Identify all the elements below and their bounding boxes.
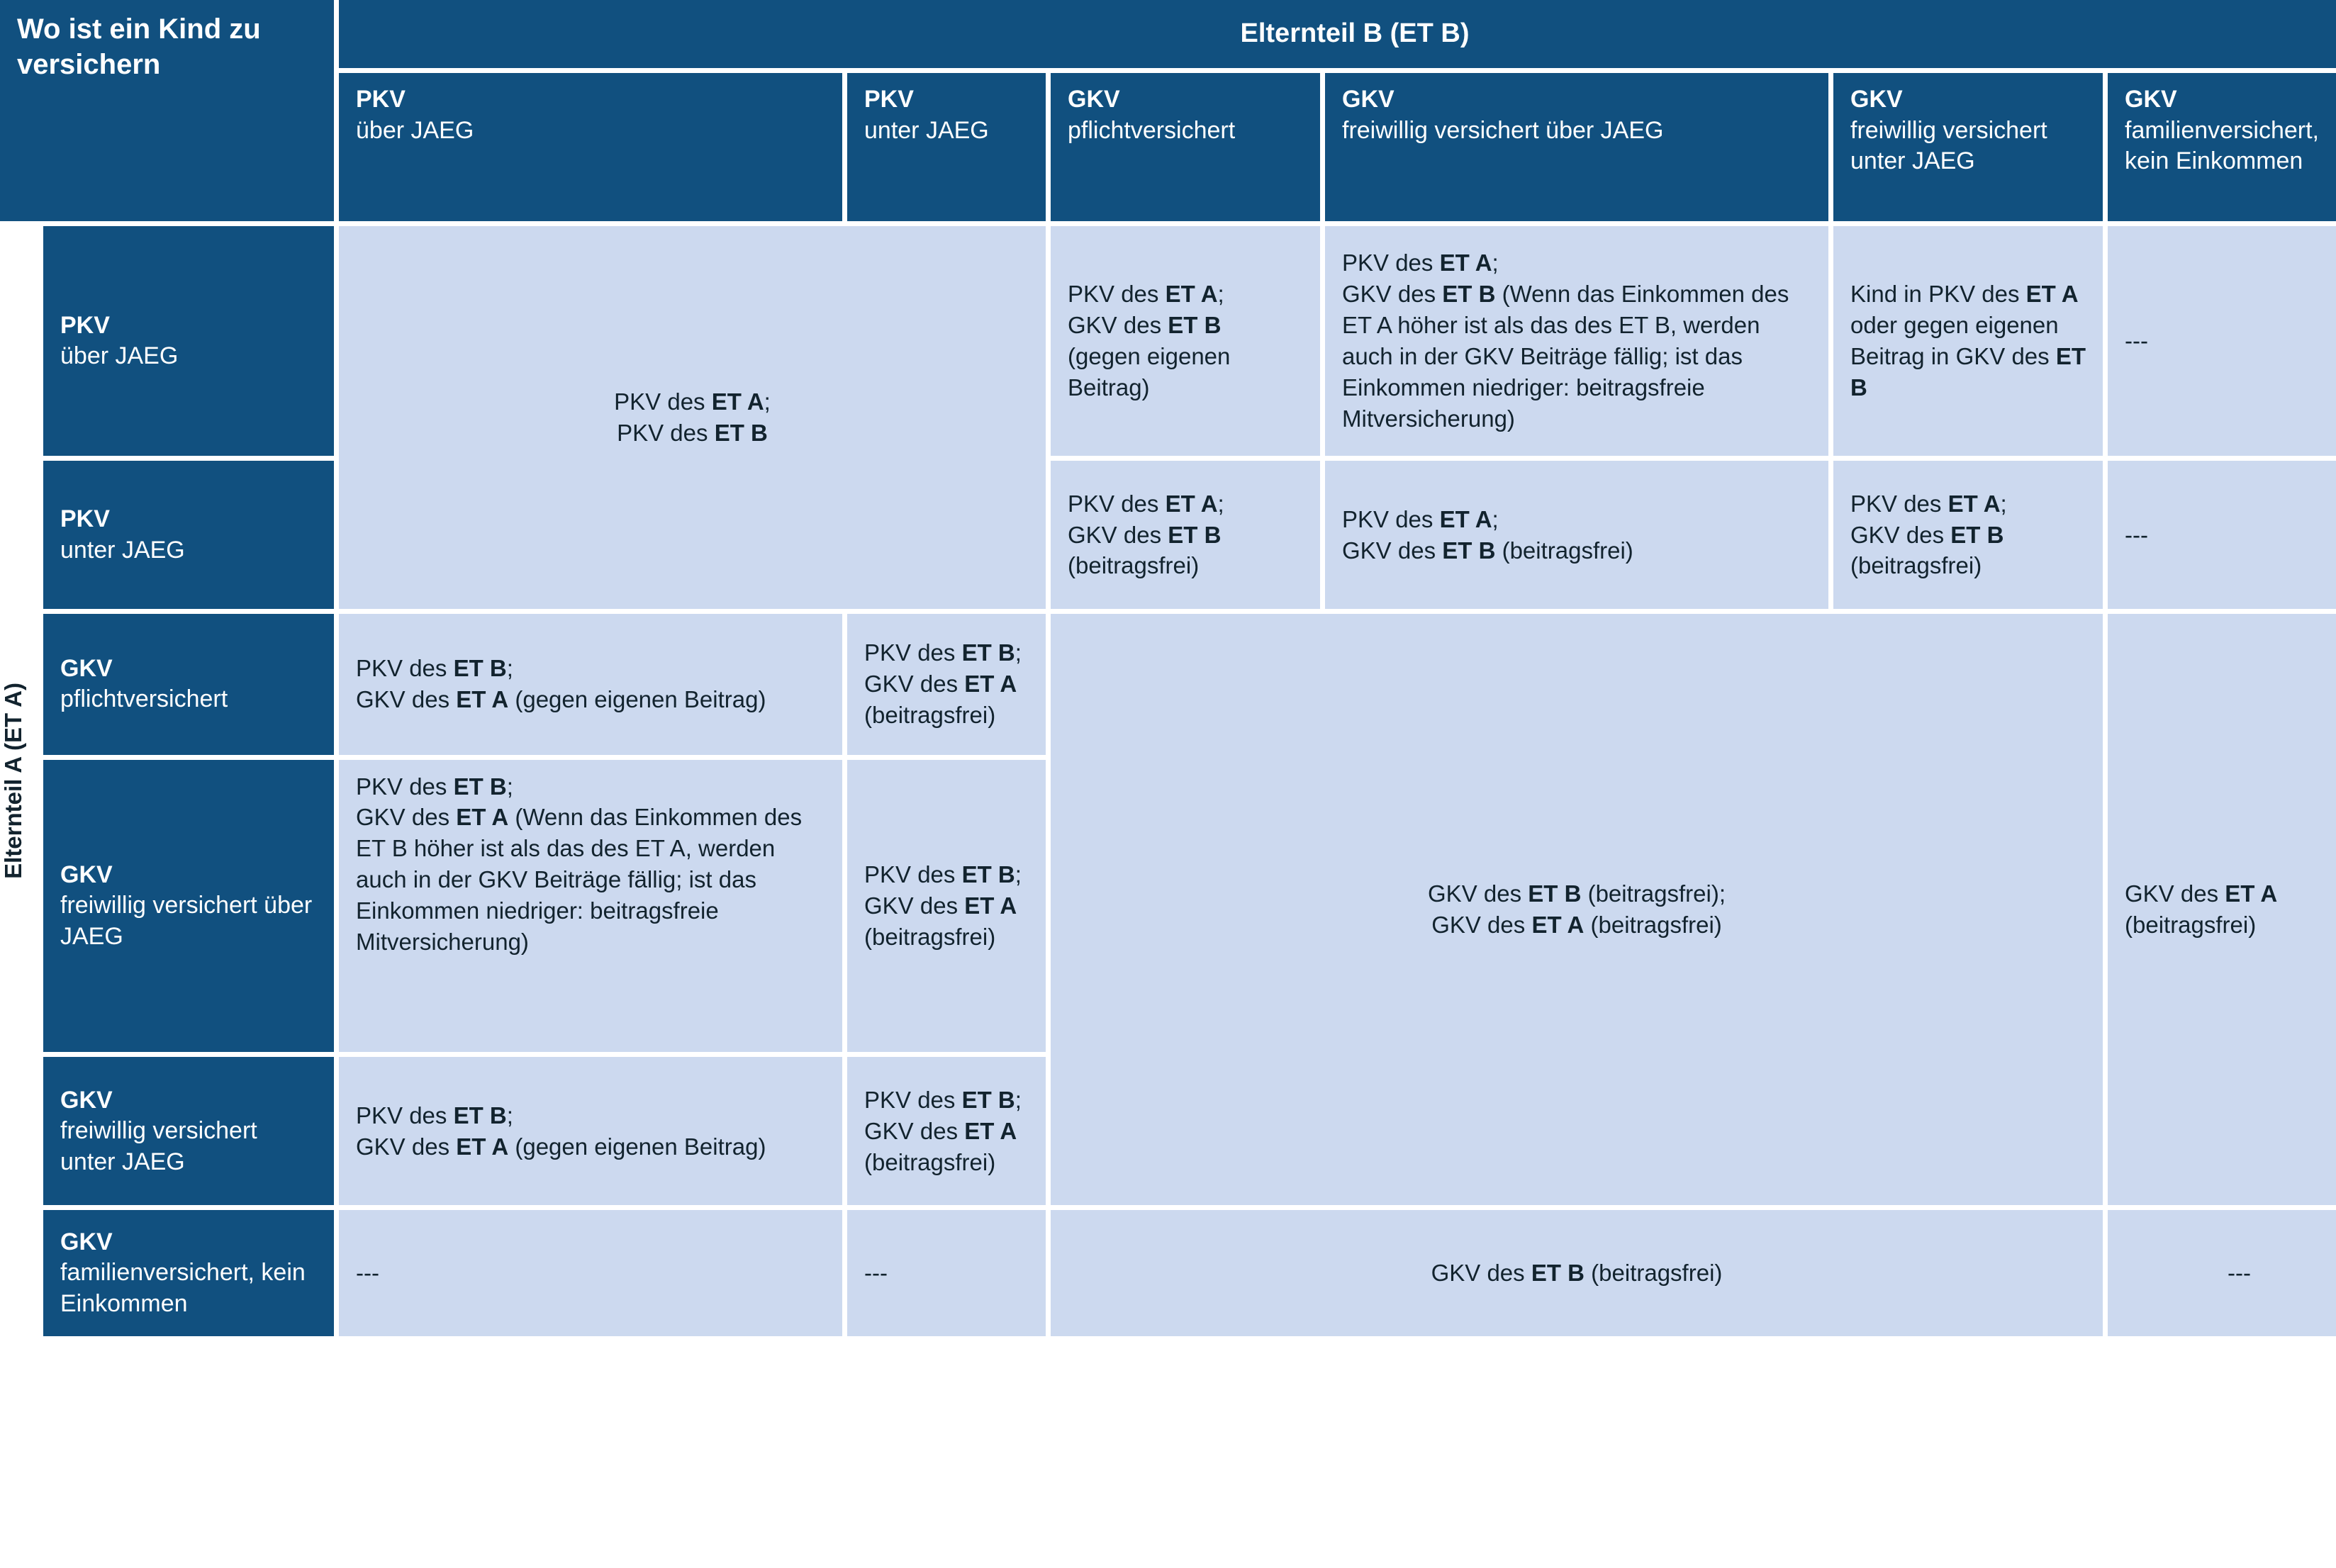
- cell-r1c5: [1833, 226, 2103, 456]
- column-header-gkv-freiwillig-ueber-jaeg: [1325, 73, 1828, 221]
- column-header-type: PKV: [864, 86, 914, 113]
- column-group-header: [339, 0, 2336, 68]
- cell-r6c345: [1051, 1210, 2103, 1336]
- cell-text: ---: [2125, 521, 2148, 548]
- row-header-sub: pflichtversichert: [60, 685, 228, 713]
- column-group-label: Elternteil B (ET B): [1240, 18, 1470, 49]
- row-header-sub: freiwillig versichert über JAEG: [60, 892, 313, 950]
- cell-text: GKV des ET B (beitragsfrei); GKV des ET A (beitragsfrei): [1428, 880, 1726, 939]
- cell-pkv-pkv: [339, 226, 1046, 609]
- cell-text: PKV des ET B; GKV des ET A (gegen eigenen Beitrag): [356, 655, 766, 713]
- column-header-pkv-unter-jaeg: [847, 73, 1046, 221]
- cell-r2c6: [2108, 461, 2336, 609]
- cell-text: PKV des ET A; GKV des ET B (gegen eigenen Beitrag): [1068, 281, 1231, 401]
- cell-r2c3: [1051, 461, 1320, 609]
- cell-r5c2: [847, 1057, 1046, 1205]
- column-header-gkv-familienversichert: [2108, 73, 2336, 221]
- column-header-gkv-pflichtversichert: [1051, 73, 1320, 221]
- row-header-gkv-pflichtversichert: [43, 614, 334, 755]
- corner-title-cell: [0, 0, 334, 221]
- corner-title: Wo ist ein Kind zu versichern: [17, 13, 261, 80]
- column-header-sub: familienversichert, kein Einkommen: [2125, 116, 2319, 175]
- column-header-sub: freiwillig versichert unter JAEG: [1850, 116, 2047, 175]
- cell-r6c6: [2108, 1210, 2336, 1336]
- column-header-type: PKV: [356, 86, 406, 113]
- row-group-header: [0, 226, 38, 1336]
- cell-text: ---: [864, 1260, 888, 1287]
- column-header-type: GKV: [1068, 86, 1120, 113]
- cell-r3c2: [847, 614, 1046, 755]
- cell-text: PKV des ET A; GKV des ET B (beitragsfrei): [1342, 505, 1633, 564]
- column-header-sub: freiwillig versichert über JAEG: [1342, 116, 1664, 144]
- cell-text: ---: [2125, 327, 2148, 354]
- column-header-pkv-ueber-jaeg: [339, 73, 842, 221]
- cell-r4c2: [847, 760, 1046, 1053]
- row-header-type: GKV: [60, 861, 113, 888]
- column-header-type: GKV: [2125, 86, 2177, 113]
- row-header-type: PKV: [60, 311, 110, 339]
- column-header-sub: pflichtversichert: [1068, 116, 1236, 144]
- cell-text: PKV des ET A; GKV des ET B (Wenn das Einkommen des ET A höher ist als das des ET B, werden auch in der GKV Beiträge fällig; ist das Einkommen niedriger: beitragsfreie Mitversicherung): [1342, 250, 1789, 432]
- row-header-sub: über JAEG: [60, 342, 179, 370]
- cell-gkv-block: [1051, 614, 2103, 1205]
- row-header-pkv-unter-jaeg: [43, 461, 334, 609]
- row-header-sub: freiwillig versichert unter JAEG: [60, 1117, 257, 1175]
- cell-r2c5: [1833, 461, 2103, 609]
- row-header-gkv-familienversichert: [43, 1210, 334, 1336]
- cell-r2c4: [1325, 461, 1828, 609]
- cell-r1c6: [2108, 226, 2336, 456]
- column-header-type: GKV: [1342, 86, 1395, 113]
- row-header-sub: unter JAEG: [60, 536, 185, 564]
- row-header-type: GKV: [60, 654, 113, 682]
- row-group-label: Elternteil A (ET A): [0, 683, 26, 880]
- cell-r4c1: [339, 760, 842, 1053]
- cell-text: PKV des ET A; GKV des ET B (beitragsfrei): [1850, 490, 2007, 579]
- cell-text: PKV des ET A; PKV des ET B: [614, 388, 771, 447]
- column-header-sub: unter JAEG: [864, 116, 989, 144]
- cell-r1c4: [1325, 226, 1828, 456]
- column-header-type: GKV: [1850, 86, 1903, 113]
- cell-text: Kind in PKV des ET A oder gegen eigenen Beitrag in GKV des ET B: [1850, 281, 2086, 401]
- cell-text: GKV des ET A (beitragsfrei): [2125, 880, 2278, 939]
- row-header-type: GKV: [60, 1228, 113, 1255]
- row-header-sub: familienversichert, kein Einkommen: [60, 1259, 306, 1317]
- cell-r1c3: [1051, 226, 1320, 456]
- cell-text: PKV des ET B; GKV des ET A (gegen eigenen Beitrag): [356, 1102, 766, 1160]
- cell-r3c1: [339, 614, 842, 755]
- cell-text: PKV des ET B; GKV des ET A (beitragsfrei): [864, 861, 1022, 950]
- cell-r4c6: [2108, 614, 2336, 1205]
- cell-r5c1: [339, 1057, 842, 1205]
- cell-text: PKV des ET B; GKV des ET A (beitragsfrei): [864, 1086, 1022, 1175]
- column-header-sub: über JAEG: [356, 116, 474, 144]
- row-header-pkv-ueber-jaeg: [43, 226, 334, 456]
- cell-text: GKV des ET B (beitragsfrei): [1431, 1260, 1723, 1287]
- row-header-gkv-freiwillig-ueber-jaeg: [43, 760, 334, 1053]
- cell-r6c2: [847, 1210, 1046, 1336]
- cell-text: ---: [356, 1260, 379, 1287]
- cell-text: ---: [2228, 1260, 2251, 1287]
- cell-text: PKV des ET B; GKV des ET A (beitragsfrei): [864, 639, 1022, 729]
- cell-text: PKV des ET B; GKV des ET A (Wenn das Einkommen des ET B höher ist als das des ET A, werden auch in der GKV Beiträge fällig; ist das Einkommen niedriger: beitragsfreie Mitversicherung): [356, 773, 803, 955]
- row-header-type: GKV: [60, 1086, 113, 1114]
- row-header-type: PKV: [60, 505, 110, 533]
- cell-r6c1: [339, 1210, 842, 1336]
- row-header-gkv-freiwillig-unter-jaeg: [43, 1057, 334, 1205]
- column-header-gkv-freiwillig-unter-jaeg: [1833, 73, 2103, 221]
- cell-text: PKV des ET A; GKV des ET B (beitragsfrei): [1068, 490, 1224, 579]
